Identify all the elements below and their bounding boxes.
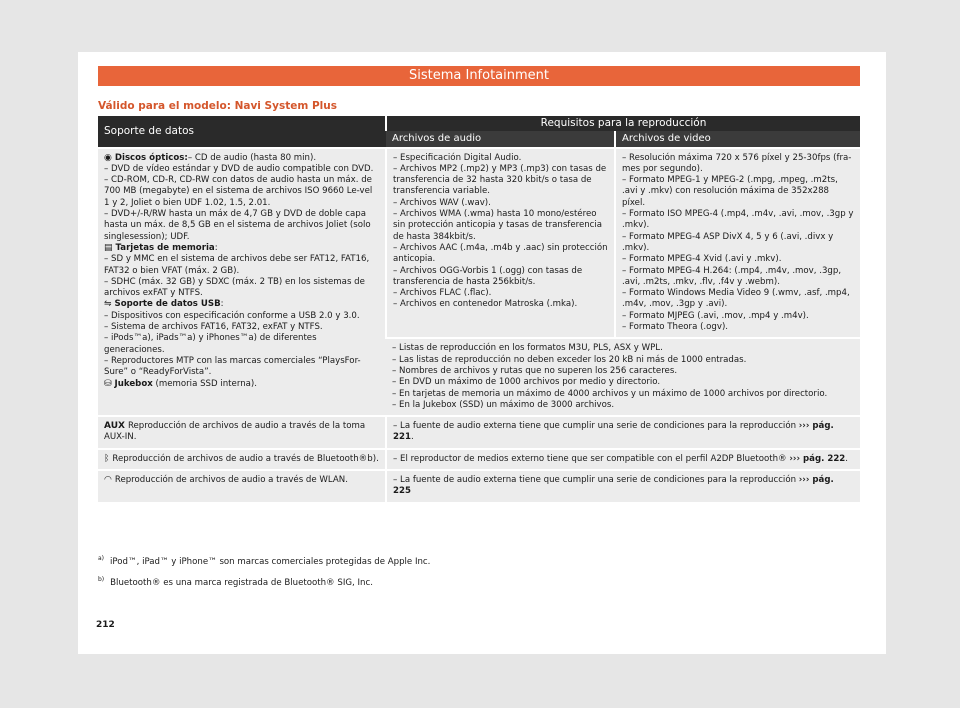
page-ref[interactable]: ››› pág. 222 xyxy=(789,453,846,464)
wlan-req-cell: – La fuente de audio externa tiene que cumplir una serie de condiciones para la reproducción ››› pág. 225 xyxy=(386,470,860,502)
cards-text: : – SD y MMC en el sistema de archivos debe ser FAT12, FAT16, FAT32 o bien VFAT (máx. 2 GB). – SDHC (máx. 32 GB) y SDXC (máx. 2 TB) en los sistemas de archivos exFAT y NTFS. xyxy=(104,242,370,299)
manual-page xyxy=(78,52,886,654)
footnotes xyxy=(98,550,860,592)
model-note: Válido para el modelo: Navi System Plus xyxy=(98,100,337,112)
wifi-icon: ◠ xyxy=(104,475,112,486)
page-ref[interactable]: ››› pág. 225 xyxy=(393,475,834,497)
playlist-cell: – Listas de reproducción en los formatos M3U, PLS, ASX y WPL. – Las listas de reproducción no deben exceder los 20 kB ni más de 1000 entradas. – Nombres de archivos y rutas que no superen los 256 caracteres. – En DVD un máximo de 1000 archivos por medio y directorio. – En tarjetas de memoria un máximo de 4000 archivos y un máximo de 1000 archivos por directorio. – En la Jukebox (SSD) un máximo de 3000 archivos. xyxy=(386,338,860,416)
optical-text: – CD de audio (hasta 80 min). – DVD de vídeo estándar y DVD de audio compatible con DVD. – CD-ROM, CD-R, CD-RW con datos de audio hasta un máx. de 700 MB (megabyte) en el sistema de archivos ISO 9660 Le-vel 1 y 2, Joliet o bien UDF 1.02, 1.5, 2.01. – DVD+/-R/RW hasta un máx de 4,7 GB y DVD de doble capa hasta un máx. de 8,5 GB en el sistema de archivos Joliet (solo singlesession); UDF. xyxy=(104,152,374,242)
video-cell: – Resolución máxima 720 x 576 píxel y 25-30fps (fra-mes por segundo). – Formato MPEG-1 y MPEG-2 (.mpg, .mpeg, .m2ts, .avi y .mkv) con resolución máxima de 352x288 píxel. – Formato ISO MPEG-4 (.mp4, .m4v, .avi, .mov, .3gp y .mkv). – Formato MPEG-4 ASP DivX 4, 5 y 6 (.avi, .divx y .mkv). – Formato MPEG-4 Xvid (.avi y .mkv). – Formato MPEG-4 H.264: (.mp4, .m4v, .mov, .3gp, .avi, .m2ts, .mkv, .flv, .f4v y .webm). – Formato Windows Media Video 9 (.wmv, .asf, .mp4, .m4v, .mov, .3gp y .avi). – Formato MJPEG (.avi, .mov, .mp4 y .m4v). – Formato Theora (.ogv). xyxy=(615,148,860,339)
jukebox-text: (memoria SSD interna). xyxy=(152,378,258,389)
footnote: $^{b)}$ Bluetooth® es una marca registrada de Bluetooth® SIG, Inc. xyxy=(98,575,373,588)
section-banner: Sistema Infotainment xyxy=(98,66,860,86)
bt-req-cell: – El reproductor de medios externo tiene que ser compatible con el perfil A2DP Bluetooth® ››› pág. 222. xyxy=(386,449,860,470)
aux-icon: AUX xyxy=(104,421,125,432)
col-header-video: Archivos de video xyxy=(615,131,860,147)
col-header-requirements: Requisitos para la reproducción xyxy=(386,116,860,131)
col-header-media: Soporte de datos xyxy=(98,116,386,148)
bt-cell: ᛒ Reproducción de archivos de audio a través de Bluetooth®b). xyxy=(98,449,386,470)
jukebox-icon: ⛁ xyxy=(104,378,112,389)
disc-icon: ◉ xyxy=(104,152,112,163)
aux-cell: AUX Reproducción de archivos de audio a través de la toma AUX-IN. xyxy=(98,416,386,449)
wlan-cell: ◠ Reproducción de archivos de audio a través de WLAN. xyxy=(98,470,386,502)
aux-req-cell: – La fuente de audio externa tiene que cumplir una serie de condiciones para la reproducción ››› pág. 221. xyxy=(386,416,860,449)
footnote: $^{a)}$ iPod™, iPad™ y iPhone™ son marcas comerciales protegidas de Apple Inc. xyxy=(98,555,431,567)
media-requirements-table xyxy=(98,116,860,502)
bluetooth-icon: ᛒ xyxy=(104,453,110,464)
audio-cell: – Especificación Digital Audio. – Archivos MP2 (.mp2) y MP3 (.mp3) con tasas de transferencia de 32 hasta 320 kbit/s o tasa de transferencia variable. – Archivos WAV (.wav). – Archivos WMA (.wma) hasta 10 mono/estéreo sin protección anticopia y tasas de transferencia de hasta 384kbit/s. – Archivos AAC (.m4a, .m4b y .aac) sin protección anticopia. – Archivos OGG-Vorbis 1 (.ogg) con tasas de transferencia de hasta 256kbit/s. – Archivos FLAC (.flac). – Archivos en contenedor Matroska (.mka). xyxy=(386,148,615,339)
page-number: 212 xyxy=(96,620,115,630)
usb-icon: ⇋ xyxy=(104,299,112,310)
media-cell: ◉ Discos ópticos:– CD de audio (hasta 80 min). – DVD de vídeo estándar y DVD de audio compatible con DVD. – CD-ROM, CD-R, CD-RW con datos de audio hasta un máx. de 700 MB (megabyte) en el sistema de archivos ISO 9660 Le-vel 1 y 2, Joliet o bien UDF 1.02, 1.5, 2.01. – DVD+/-R/RW hasta un máx de 4,7 GB y DVD de doble capa hasta un máx. de 8,5 GB en el sistema de archivos Joliet (solo singlesession); UDF. ▤ Tarjetas de memoria: – SD y MMC en el sistema de archivos debe ser FAT12, FAT16, FAT32 o bien VFAT (máx. 2 GB). – SDHC (máx. 32 GB) y SDXC (máx. 2 TB) en los sistemas de archivos exFAT y NTFS. ⇋ Soporte de datos USB: – Dispositivos con especificación conforme a USB 2.0 y 3.0. – Sistema de archivos FAT16, FAT32, exFAT y NTFS. – iPods™a), iPads™a) y iPhones™a) de diferentes generaciones. – Reproductores MTP con las marcas comerciales “PlaysFor-Sure” o “ReadyForVista”. ⛁ Jukebox (memoria SSD interna). xyxy=(98,148,386,417)
page-ref[interactable]: ››› pág. 221 xyxy=(393,421,834,443)
usb-text: : – Dispositivos con especificación conforme a USB 2.0 y 3.0. – Sistema de archivos FAT16, FAT32, exFAT y NTFS. – iPods™a), iPads™a) y iPhones™a) de diferentes generaciones. – Reproductores MTP con las marcas comerciales “PlaysFor-Sure” o “ReadyForVista”. xyxy=(104,299,361,378)
memory-card-icon: ▤ xyxy=(104,242,113,253)
col-header-audio: Archivos de audio xyxy=(386,131,615,147)
